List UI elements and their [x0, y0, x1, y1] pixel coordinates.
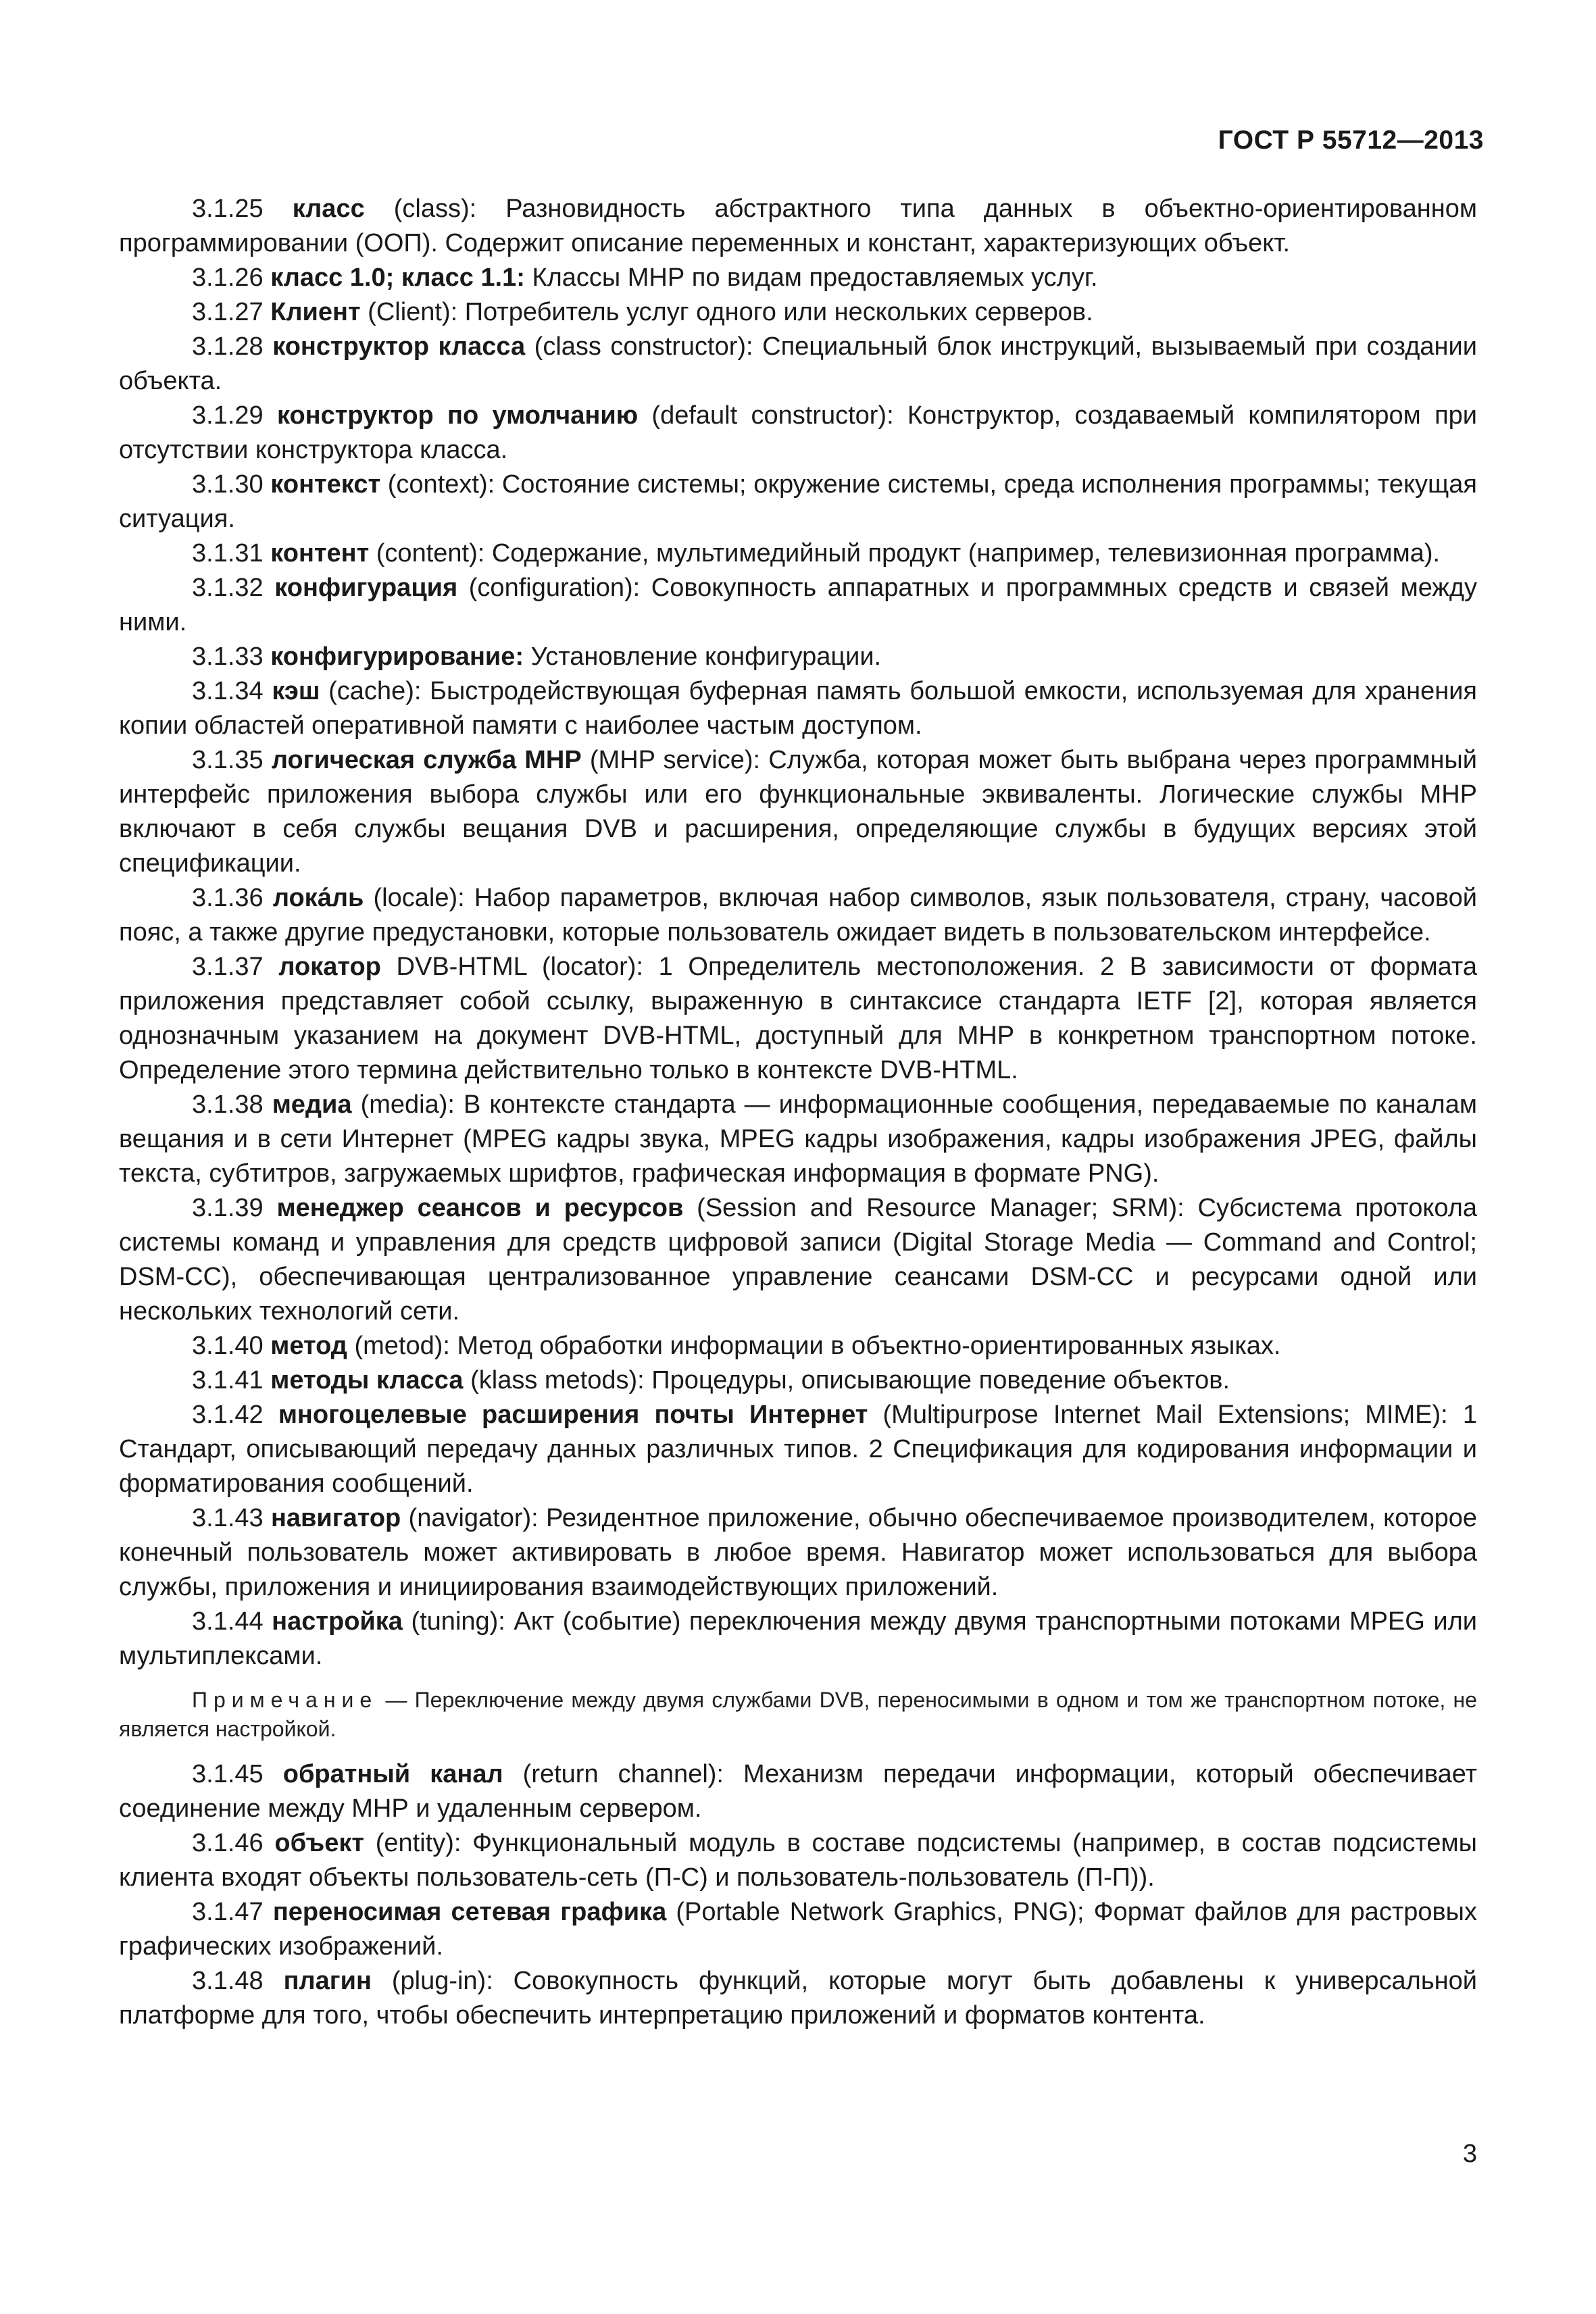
entry-number: 3.1.47 [192, 1898, 264, 1926]
note [119, 1686, 1477, 1744]
entry-definition: (context): Состояние системы; окружение системы, среда исполнения программы; текущая ситуация. [119, 470, 1478, 533]
entry-term: контекст [270, 470, 381, 499]
entry-definition: (configuration): Совокупность аппаратных и программных средств и связей между ними. [119, 574, 1477, 636]
entry-term: конфигурация [274, 574, 458, 602]
entry-number: 3.1.37 [192, 953, 264, 981]
definition-entry [119, 1363, 1477, 1398]
entry-term: конфигурирование: [270, 643, 524, 671]
entry-definition: (media): В контексте стандарта — информационные сообщения, передаваемые по каналам вещания и в сети Интернет (MPEG кадры звука, MPEG кадры изображения, кадры изображения JPEG, файлы текста, субтитров, загружаемых шрифтов, графическая информация в формате PNG). [119, 1090, 1477, 1188]
definition-entry [119, 950, 1477, 1088]
entry-number: 3.1.38 [192, 1090, 264, 1119]
definition-entry [119, 1501, 1477, 1605]
entry-number: 3.1.36 [192, 884, 264, 912]
definition-entry [119, 881, 1477, 950]
entry-definition: (locale): Набор параметров, включая набор символов, язык пользователя, страну, часовой пояс, а также другие предустановки, которые пользователь ожидает видеть в пользовательском интерфейсе. [119, 884, 1477, 947]
definition-entry [119, 1826, 1477, 1895]
entry-term: обратный канал [282, 1760, 503, 1788]
entry-definition: (entity): Функциональный модуль в составе подсистемы (например, в состав подсистемы клиента входят объекты пользователь-сеть (П-С) и пользователь-пользователь (П-П)). [119, 1829, 1477, 1892]
entry-term: объект [274, 1829, 365, 1857]
page-number: 3 [1462, 2140, 1477, 2168]
entry-term: конструктор класса [272, 332, 526, 361]
note-text: — Переключение между двумя службами DVB, переносимыми в одном и том же транспортном потоке, не является настройкой. [119, 1688, 1477, 1741]
definitions-list-continued [119, 1757, 1477, 2033]
definition-entry [119, 1895, 1477, 1964]
entry-term: лока́ль [272, 884, 364, 912]
definition-entry [119, 743, 1477, 881]
entry-definition: (Session and Resource Manager; SRM): Субсистема протокола системы команд и управления для средств цифровой записи (Digital Storage Media — Command and Control; DSM-CC), обеспечивающая централизованное управление сеансами DSM-CC и ресурсами одной или нескольких технологий сети. [119, 1194, 1478, 1326]
entry-definition: (Multipurpose Internet Mail Extensions; MIME): 1 Стандарт, описывающий передачу данных различных типов. 2 Спецификация для кодирования информации и форматирования сообщений. [119, 1401, 1477, 1498]
entry-definition: (cache): Быстродействующая буферная память большой емкости, используемая для хранения копии областей оперативной памяти с наиболее частым доступом. [119, 677, 1477, 740]
entry-definition: (plug-in): Совокупность функций, которые могут быть добавлены к универсальной платформе для того, чтобы обеспечить интерпретацию приложений и форматов контента. [119, 1967, 1477, 2030]
definition-entry [119, 330, 1477, 399]
definition-entry [119, 640, 1477, 674]
definition-entry [119, 192, 1477, 261]
entry-term: переносимая сетевая графика [272, 1898, 667, 1926]
entry-definition: (navigator): Резидентное приложение, обычно обеспечиваемое производителем, которое конечный пользователь может активировать в любое время. Навигатор может использоваться для выбора службы, приложения и инициирования взаимодействующих приложений. [119, 1504, 1478, 1601]
entry-definition: (tuning): Акт (событие) переключения между двумя транспортными потоками MPEG или мультиплексами. [119, 1607, 1477, 1670]
entry-number: 3.1.26 [192, 263, 264, 292]
definition-entry [119, 571, 1477, 640]
entry-definition: (default constructor): Конструктор, создаваемый компилятором при отсутствии конструктора класса. [119, 401, 1478, 464]
entry-definition: (Portable Network Graphics, PNG); Формат файлов для растровых графических изображений. [119, 1898, 1477, 1961]
entry-definition: DVB-HTML (locator): 1 Определитель местоположения. 2 В зависимости от формата приложения представляет собой ссылку, выраженную в синтаксисе стандарта IETF [2], которая является однозначным указанием на документ DVB-HTML, доступный для МНР в конкретном транспортном потоке. Определение этого термина действительно только в контексте DVB-HTML. [119, 953, 1478, 1084]
entry-number: 3.1.25 [192, 195, 264, 223]
entry-definition: (MHP service): Служба, которая может быть выбрана через программный интерфейс приложения выбора службы или его функциональные эквиваленты. Логические службы МНР включают в себя службы вещания DVB и расширения, определяющие службы в будущих версиях этой спецификации. [119, 746, 1477, 878]
definition-entry [119, 1191, 1477, 1329]
definition-entry [119, 1605, 1477, 1674]
entry-number: 3.1.30 [192, 470, 264, 499]
definition-entry [119, 295, 1477, 330]
entry-number: 3.1.27 [192, 298, 264, 326]
entry-term: метод [270, 1332, 347, 1360]
definition-entry [119, 1088, 1477, 1191]
entry-number: 3.1.41 [192, 1366, 264, 1394]
entry-number: 3.1.48 [192, 1967, 264, 1995]
entry-number: 3.1.39 [192, 1194, 264, 1222]
entry-definition: Классы МНР по видам предоставляемых услуг. [524, 263, 1098, 292]
definition-entry [119, 399, 1477, 468]
entry-number: 3.1.34 [192, 677, 264, 705]
definitions-list [119, 192, 1477, 1674]
definition-entry [119, 1398, 1477, 1501]
entry-term: локатор [278, 953, 381, 981]
definition-entry [119, 1964, 1477, 2033]
definition-entry [119, 1757, 1477, 1826]
definition-entry [119, 674, 1477, 743]
note-label: Примечание [192, 1688, 378, 1712]
entry-definition: (class constructor): Специальный блок инструкций, вызываемый при создании объекта. [119, 332, 1477, 395]
definition-entry [119, 261, 1477, 295]
entry-term: медиа [272, 1090, 352, 1119]
entry-number: 3.1.33 [192, 643, 264, 671]
definition-entry [119, 468, 1477, 536]
definition-entry [119, 1329, 1477, 1363]
document-body [119, 192, 1477, 2033]
entry-number: 3.1.29 [192, 401, 264, 430]
entry-term: многоцелевые расширения почты Интернет [278, 1401, 868, 1429]
entry-number: 3.1.32 [192, 574, 264, 602]
entry-number: 3.1.28 [192, 332, 264, 361]
entry-term: методы класса [270, 1366, 464, 1394]
entry-number: 3.1.42 [192, 1401, 264, 1429]
entry-definition: (metod): Метод обработки информации в объектно-ориентированных языках. [347, 1332, 1281, 1360]
entry-definition: (class): Разновидность абстрактного типа данных в объектно-ориентированном программировании (ООП). Содержит описание переменных и констант, характеризующих объект. [119, 195, 1477, 257]
document-code: ГОСТ Р 55712—2013 [1218, 126, 1484, 155]
entry-number: 3.1.44 [192, 1607, 264, 1636]
entry-definition: (Client): Потребитель услуг одного или нескольких серверов. [360, 298, 1093, 326]
entry-number: 3.1.43 [192, 1504, 264, 1532]
entry-term: навигатор [270, 1504, 401, 1532]
entry-number: 3.1.46 [192, 1829, 264, 1857]
entry-number: 3.1.35 [192, 746, 264, 774]
entry-term: логическая служба МНР [271, 746, 582, 774]
entry-number: 3.1.31 [192, 539, 264, 568]
entry-term: настройка [272, 1607, 403, 1636]
entry-term: контент [270, 539, 370, 568]
entry-definition: (klass metods): Процедуры, описывающие поведение объектов. [463, 1366, 1230, 1394]
entry-term: конструктор по умолчанию [276, 401, 639, 430]
entry-term: класс [292, 195, 365, 223]
entry-term: плагин [283, 1967, 372, 1995]
entry-definition: Установление конфигурации. [524, 643, 882, 671]
entry-definition: (content): Содержание, мультимедийный продукт (например, телевизионная программа). [369, 539, 1441, 568]
entry-number: 3.1.45 [192, 1760, 264, 1788]
entry-term: Клиент [270, 298, 361, 326]
entry-term: кэш [272, 677, 320, 705]
entry-term: класс 1.0; класс 1.1: [270, 263, 525, 292]
definition-entry [119, 536, 1477, 571]
entry-number: 3.1.40 [192, 1332, 264, 1360]
entry-definition: (return channel): Механизм передачи информации, который обеспечивает соединение между МНР и удаленным сервером. [119, 1760, 1477, 1823]
entry-term: менеджер сеансов и ресурсов [276, 1194, 684, 1222]
